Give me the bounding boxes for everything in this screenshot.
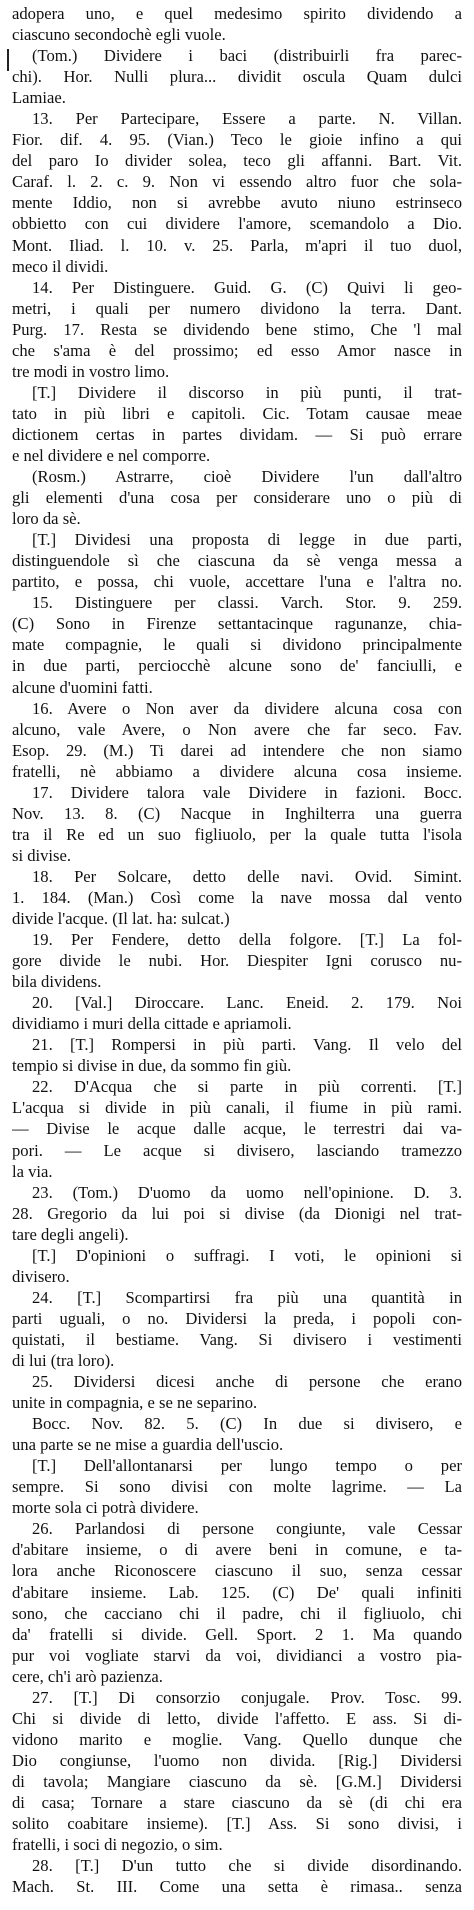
text-line: da' fratelli si divide. Gell. Sport. 2 1. Ma quando xyxy=(12,1624,462,1644)
text-line: — Divise le acque dalle acque, le terrestri dai va- xyxy=(12,1119,462,1139)
text-line: 14. Per Distinguere. Guid. G. (C) Quivi li geo- xyxy=(32,277,462,297)
text-line: tare degli angeli). xyxy=(12,1224,129,1244)
text-line: divisero. xyxy=(12,1266,70,1286)
text-line: d'abitare insieme, o di avere beni in comune, e ta- xyxy=(12,1540,462,1560)
text-line: una parte se ne mise a guardia dell'uscio. xyxy=(12,1435,284,1455)
text-line: morte sola ci potrà dividere. xyxy=(12,1498,199,1518)
text-line: d'abitare insieme. Lab. 125. (C) De' quali infiniti xyxy=(12,1582,462,1602)
text-line: 1. 184. (Man.) Così come la nave mossa dal vento xyxy=(12,887,462,907)
text-line: [T.] Dividesi una proposta di legge in due parti, xyxy=(32,530,462,550)
text-line: solito coabitare insieme). [T.] Ass. Si sono divisi, i xyxy=(12,1814,462,1834)
text-line: 16. Avere o Non aver da dividere alcuna cosa con xyxy=(32,698,462,718)
text-line: 28. Gregorio da lui poi si divise (da Dionigi nel trat- xyxy=(12,1203,462,1223)
text-line: mate compagnie, le quali si dividono principalmente xyxy=(12,635,462,655)
text-line: in due parti, perciocchè alcune sono de' fanciulli, e xyxy=(12,656,462,676)
text-line: 17. Dividere talora vale Dividere in fazioni. Bocc. xyxy=(32,782,462,802)
text-line: sempre. Si sono divisi con molte lagrime. — La xyxy=(12,1477,462,1497)
text-line: Bocc. Nov. 82. 5. (C) In due si divisero, e xyxy=(32,1414,462,1434)
text-line: 20. [Val.] Diroccare. Lanc. Eneid. 2. 179. Noi xyxy=(32,993,462,1013)
text-line: di lui (tra loro). xyxy=(12,1351,115,1370)
text-line: dictionem certas in partes dividam. — Si può errare xyxy=(12,424,462,444)
text-line: 26. Parlandosi di persone congiunte, vale Cessar xyxy=(32,1519,462,1539)
text-line: fratelli, i soci di negozio, o sim. xyxy=(12,1835,223,1855)
text-line: distinguendole sì che ciascuna da sè venga messa a xyxy=(12,551,462,571)
text-line: gore divide le nubi. Hor. Diespiter Igni corusco nu- xyxy=(12,951,462,971)
text-line: del paro Io divider solea, teco gli affanni. Bart. Vit. xyxy=(12,151,462,171)
text-line: Caraf. l. 2. c. 9. Non vi essendo altro fuor che sola- xyxy=(12,172,462,192)
text-line: 13. Per Partecipare, Essere a parte. N. Villan. xyxy=(32,109,462,129)
text-line: alcune d'uomini fatti. xyxy=(12,677,153,697)
text-line: [T.] D'opinioni o suffragi. I voti, le opinioni si xyxy=(32,1245,462,1265)
text-line: divide l'acque. (Il lat. ha: sulcat.) xyxy=(12,909,230,929)
text-line: 27. [T.] Di consorzio conjugale. Prov. Tosc. 99. xyxy=(32,1687,462,1707)
text-line: la via. xyxy=(12,1161,53,1181)
text-line: 19. Per Fendere, detto della folgore. [T.] La fol- xyxy=(32,930,462,950)
text-line: 18. Per Solcare, detto delle navi. Ovid. Simint. xyxy=(32,866,462,886)
text-line: di casa; Tornare a stare ciascuno da sè (di chi era xyxy=(12,1792,462,1812)
text-line: gli elementi d'una cosa per considerare uno o più di xyxy=(12,488,462,508)
text-line: 25. Dividersi dicesi anche di persone che erano xyxy=(32,1372,462,1392)
text-line: Lamiae. xyxy=(12,88,66,108)
text-line: quistati, il bestiame. Vang. Si divisero i vestimenti xyxy=(12,1329,462,1349)
text-line: Mont. Iliad. l. 10. v. 25. Parla, m'apri il tuo duol, xyxy=(12,235,462,255)
text-line: Nov. 13. 8. (C) Nacque in Inghilterra una guerra xyxy=(12,803,462,823)
text-line: Purg. 17. Resta se dividendo bene stimo, Che 'l mal xyxy=(12,319,462,339)
text-line: partito, e possa, chi vuole, accettare l'una e l'altra no. xyxy=(12,572,462,592)
text-line: tempio si divise in due, da sommo fin giù. xyxy=(12,1056,292,1076)
text-line: (C) Sono in Firenze settantacinque ragunanze, chia- xyxy=(12,614,462,634)
text-line: 22. D'Acqua che si parte in più correnti. [T.] xyxy=(32,1077,462,1097)
text-line: di tavola; Mangiare ciascuno da sè. [G.M.] Dividersi xyxy=(12,1771,462,1791)
text-line: metri, i quali per numero dividono la terra. Dant. xyxy=(12,298,462,318)
text-line: pur voi vogliate starvi da voi, dividianci a vostro pia- xyxy=(12,1645,462,1665)
text-line: Esop. 29. (M.) Ti darei ad intendere che non siamo xyxy=(12,740,462,760)
text-line: tato in più libri e capitoli. Cic. Totam causae meae xyxy=(12,403,462,423)
text-line: lora anche Riconoscere ciascuno il suo, senza cessar xyxy=(12,1561,462,1581)
text-line: tre modi in vostro limo. xyxy=(12,361,170,381)
text-line: fratelli, nè abbiamo a dividere alcuna cosa insieme. xyxy=(12,761,462,781)
text-line: 15. Distinguere per classi. Varch. Stor. 9. 259. xyxy=(32,593,462,613)
text-line: [T.] Dividere il discorso in più punti, il trat- xyxy=(32,382,462,402)
text-line: 21. [T.] Rompersi in più parti. Vang. Il velo del xyxy=(32,1035,462,1055)
text-line: (Tom.) Dividere i baci (distribuirli fra parec- xyxy=(32,46,462,66)
text-line: 23. (Tom.) D'uomo da uomo nell'opinione. D. 3. xyxy=(32,1182,462,1202)
text-line: 28. [T.] D'un tutto che si divide disordinando. xyxy=(32,1856,462,1876)
text-line: vidono marito e moglie. Vang. Quello dunque che xyxy=(12,1729,462,1749)
margin-rule xyxy=(7,49,9,71)
text-line: bila dividens. xyxy=(12,972,102,992)
text-line: mente Iddio, non si avrebbe avuto niuno estrinseco xyxy=(12,193,462,213)
text-line: 24. [T.] Scompartirsi fra più una quantità in xyxy=(32,1287,462,1307)
text-line: obbietto con cui dividere l'amore, scemandolo a Dio. xyxy=(12,214,462,234)
text-line: cere, ch'i arò pazienza. xyxy=(12,1666,163,1686)
text-line: parti uguali, o no. Dividersi la preda, i popoli con- xyxy=(12,1308,462,1328)
entry-text-column xyxy=(12,3,462,1897)
text-line: [T.] Dell'allontanarsi per lungo tempo o per xyxy=(32,1456,462,1476)
text-line: unite in compagnia, e se ne separino. xyxy=(12,1393,258,1413)
text-line: Fior. dif. 4. 95. (Vian.) Teco le gioie infino a qui xyxy=(12,130,462,150)
text-line: loro da sè. xyxy=(12,509,81,529)
text-line: che s'ama è del prossimo; ed esso Amor nasce in xyxy=(12,340,462,360)
text-line: L'acqua si divide in più canali, il fiume in più rami. xyxy=(12,1098,462,1118)
text-line: Mach. St. III. Come una setta è rimasa.. senza xyxy=(12,1877,462,1897)
text-line: alcuno, vale Avere, o Non avere che far seco. Fav. xyxy=(12,719,462,739)
text-line: Chi si divide di letto, divide l'affetto. E ass. Si di- xyxy=(12,1708,462,1728)
text-line: dividiamo i muri della cittade e apriamoli. xyxy=(12,1014,292,1034)
text-line: ciascuno secondochè egli vuole. xyxy=(12,25,226,45)
text-line: si divise. xyxy=(12,845,72,865)
text-line: Dio congiunse, l'uomo non divida. [Rig.] Dividersi xyxy=(12,1750,462,1770)
text-line: tra il Re ed un suo figliuolo, per la quale tutta l'isola xyxy=(12,824,462,844)
text-line: chi). Hor. Nulli plura... dividit oscula Quam dulci xyxy=(12,67,462,87)
text-line: sono, che cacciano chi il padre, chi il figliuolo, chi xyxy=(12,1603,462,1623)
text-line: adopera uno, e quel medesimo spirito dividendo a xyxy=(12,4,462,23)
text-line: meco il dividi. xyxy=(12,256,109,276)
text-line: (Rosm.) Astrarre, cioè Dividere l'un dall'altro xyxy=(32,467,462,487)
text-line: pori. — Le acque si divisero, lasciando tramezzo xyxy=(12,1140,462,1160)
text-line: e nel dividere e nel comporre. xyxy=(12,445,211,465)
